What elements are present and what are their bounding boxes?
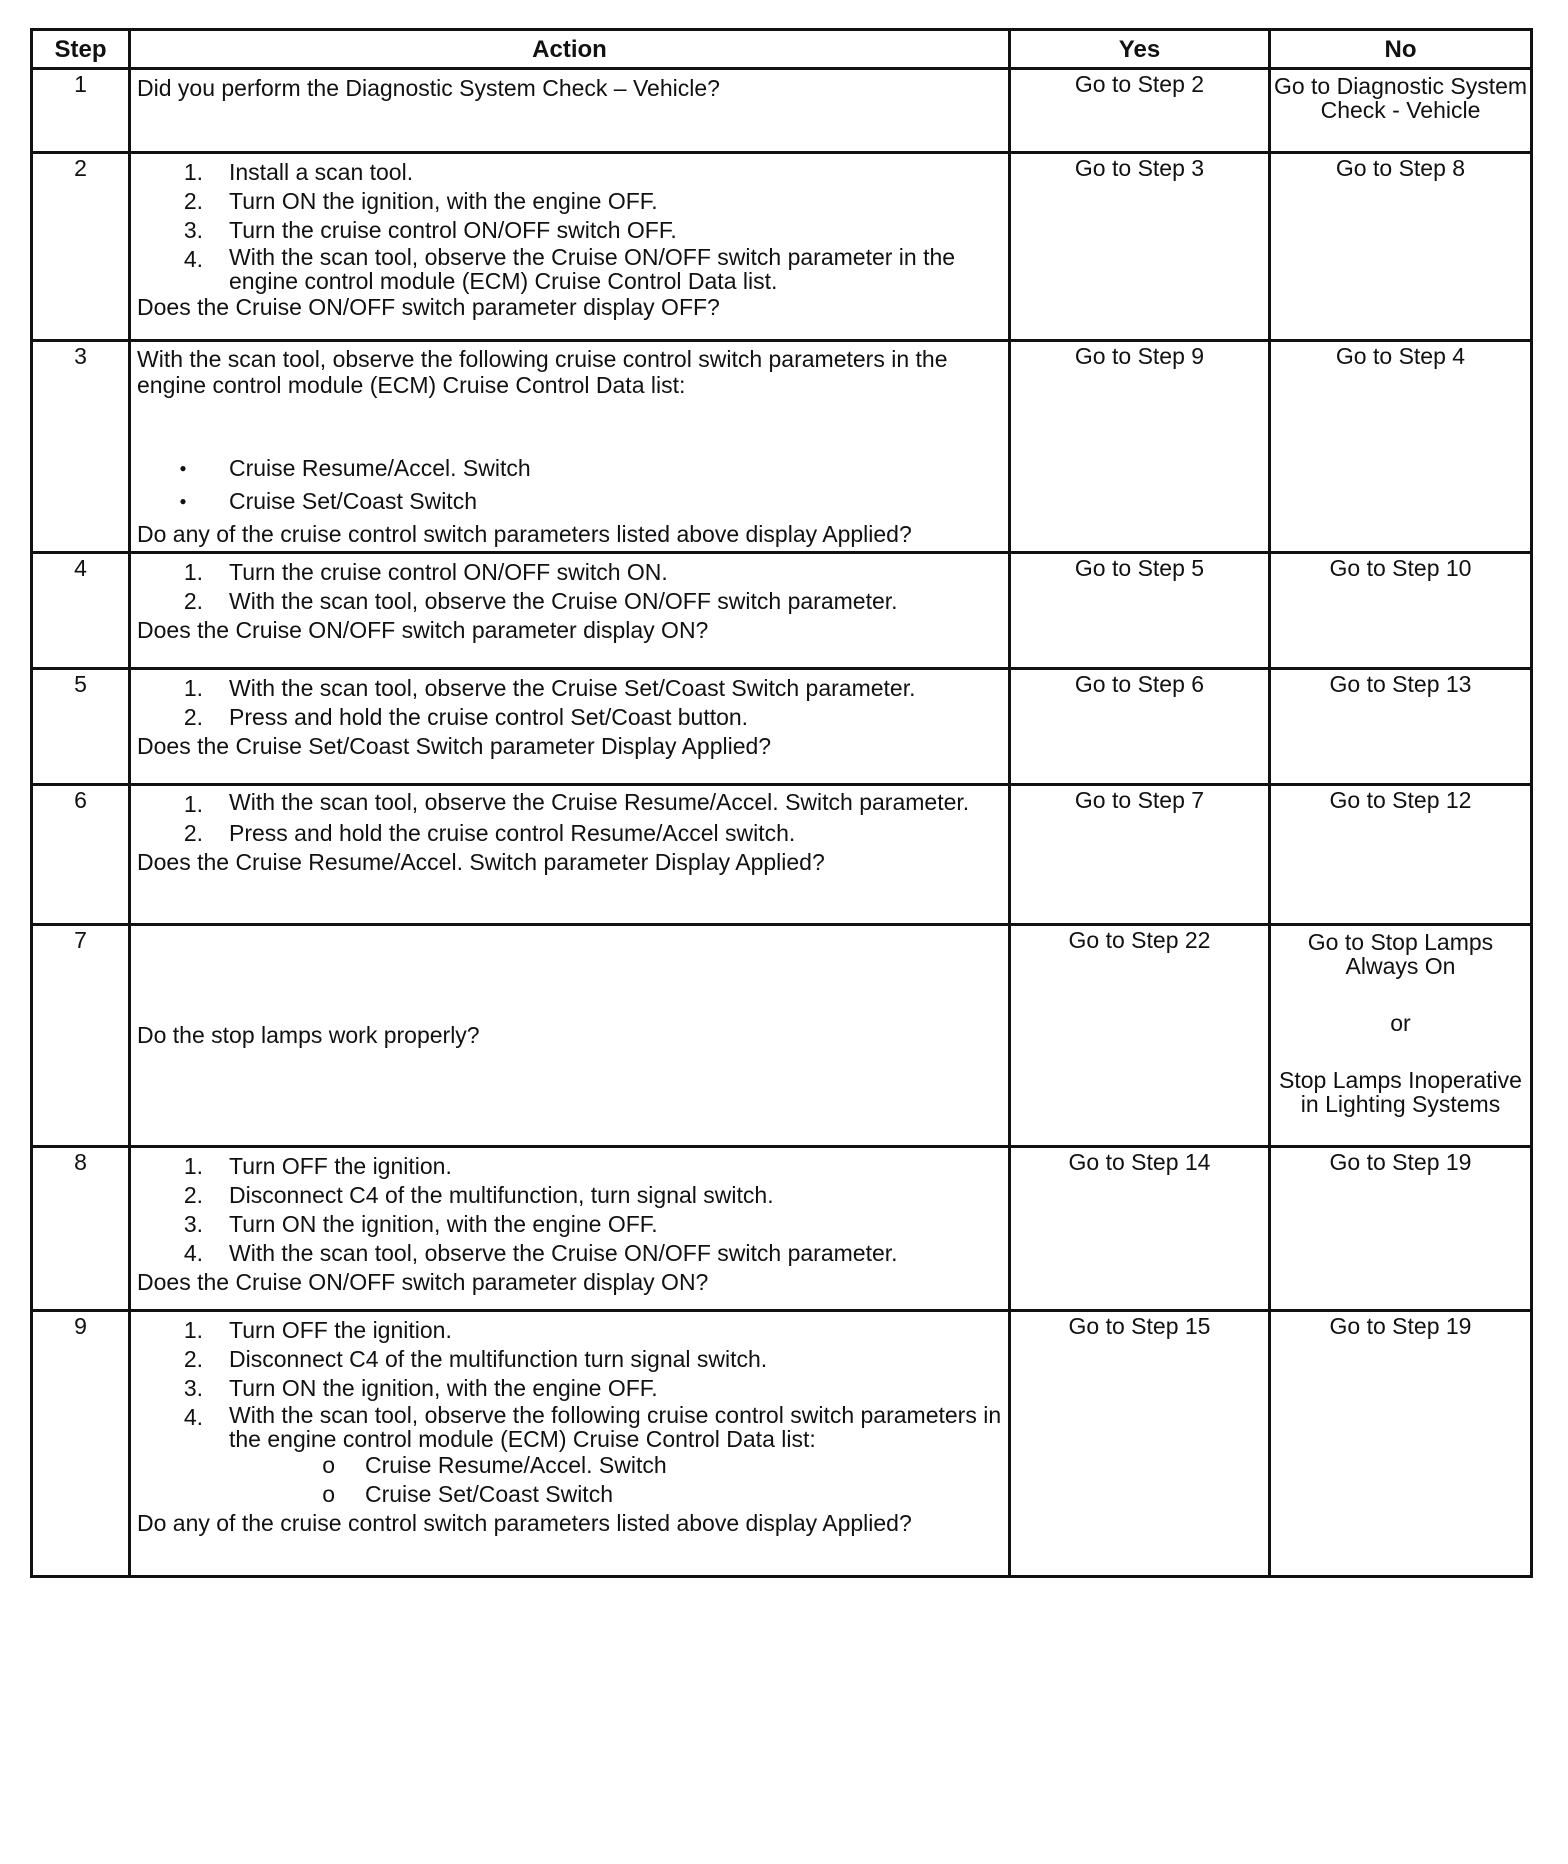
table-row [32, 153, 1532, 341]
action-cell [130, 153, 1010, 341]
table-row [32, 69, 1532, 153]
table-row [32, 1147, 1532, 1311]
list-item: 4. With the scan tool, observe the Cruise ON/OFF switch parameter. [183, 1240, 898, 1266]
question-text: Does the Cruise Resume/Accel. Switch parameter Display Applied? [137, 849, 825, 875]
action-cell [130, 669, 1010, 785]
header-yes: Yes [1010, 30, 1270, 69]
list-item: o Cruise Resume/Accel. Switch [137, 1451, 1002, 1480]
list-item: 3. Turn ON the ignition, with the engine OFF. [183, 1211, 658, 1237]
list-item: 2. Disconnect C4 of the multifunction turn signal switch. [183, 1346, 768, 1372]
step-number: 9 [32, 1311, 130, 1577]
table-row [32, 1311, 1532, 1577]
action-cell [130, 925, 1010, 1147]
action-cell [130, 785, 1010, 925]
list-item: 1. With the scan tool, observe the Cruise Set/Coast Switch parameter. [183, 675, 916, 701]
no-cell: Go to Step 4 [1270, 341, 1532, 553]
header-row [32, 30, 1532, 69]
table-row [32, 341, 1532, 553]
no-option-b: Stop Lamps Inoperative in Lighting Systems [1279, 1067, 1522, 1117]
step-number: 6 [32, 785, 130, 925]
list-item: 3. Turn ON the ignition, with the engine OFF. [183, 1375, 658, 1401]
no-cell: Go to Step 19 [1270, 1311, 1532, 1577]
list-item: 1. Turn the cruise control ON/OFF switch ON. [183, 559, 668, 585]
no-cell: Go to Diagnostic System Check - Vehicle [1270, 69, 1532, 153]
action-cell [130, 69, 1010, 153]
numbered-list [137, 558, 1002, 616]
question-text: Does the Cruise Set/Coast Switch parameter Display Applied? [137, 733, 772, 759]
question-text: Do any of the cruise control switch parameters listed above display Applied? [137, 521, 912, 547]
step-number: 2 [32, 153, 130, 341]
no-cell: Go to Step 8 [1270, 153, 1532, 341]
list-item: 1. Install a scan tool. [183, 159, 414, 185]
list-item: ● Cruise Set/Coast Switch [137, 487, 1002, 516]
bullet-icon: ● [179, 461, 187, 475]
yes-cell: Go to Step 6 [1010, 669, 1270, 785]
list-item: 1. With the scan tool, observe the Cruise Resume/Accel. Switch parameter. [183, 789, 970, 817]
table-row [32, 553, 1532, 669]
yes-cell: Go to Step 15 [1010, 1311, 1270, 1577]
list-item: 2. Press and hold the cruise control Resume/Accel switch. [183, 820, 796, 846]
yes-cell: Go to Step 2 [1010, 69, 1270, 153]
no-cell: Go to Step 10 [1270, 553, 1532, 669]
step-number: 4 [32, 553, 130, 669]
question-text: Do the stop lamps work properly? [137, 1022, 480, 1048]
no-cell [1270, 925, 1532, 1147]
yes-cell: Go to Step 3 [1010, 153, 1270, 341]
step-number: 5 [32, 669, 130, 785]
list-item: 2. With the scan tool, observe the Cruise ON/OFF switch parameter. [183, 588, 898, 614]
yes-cell: Go to Step 14 [1010, 1147, 1270, 1311]
no-or: or [1390, 1010, 1411, 1036]
action-cell [130, 553, 1010, 669]
action-cell [130, 341, 1010, 553]
list-item: 4. With the scan tool, observe the following cruise control switch parameters in the engine control module (ECM) Cruise Control Data list: [183, 1402, 1002, 1452]
bullet-icon: ● [179, 494, 187, 508]
action-cell [130, 1311, 1010, 1577]
table-row [32, 669, 1532, 785]
question-text: Does the Cruise ON/OFF switch parameter display OFF? [137, 294, 720, 320]
no-cell: Go to Step 13 [1270, 669, 1532, 785]
no-cell: Go to Step 19 [1270, 1147, 1532, 1311]
step-number: 8 [32, 1147, 130, 1311]
numbered-list [137, 674, 1002, 732]
table-row [32, 925, 1532, 1147]
action-text: Did you perform the Diagnostic System Check – Vehicle? [137, 75, 720, 101]
header-action: Action [130, 30, 1010, 69]
circle-bullet-icon: o [322, 1452, 335, 1478]
header-no: No [1270, 30, 1532, 69]
action-text: With the scan tool, observe the following cruise control switch parameters in the engine control module (ECM) Cruise Control Data list: [137, 346, 948, 398]
action-cell [130, 1147, 1010, 1311]
step-number: 3 [32, 341, 130, 553]
no-option-a: Go to Stop Lamps Always On [1307, 929, 1494, 979]
header-step: Step [32, 30, 130, 69]
question-text: Do any of the cruise control switch parameters listed above display Applied? [137, 1510, 912, 1536]
step-number: 1 [32, 69, 130, 153]
list-item: 1. Turn OFF the ignition. [183, 1317, 452, 1343]
list-item: 2. Turn ON the ignition, with the engine OFF. [183, 188, 658, 214]
list-item: o Cruise Set/Coast Switch [137, 1480, 1002, 1509]
question-text: Does the Cruise ON/OFF switch parameter display ON? [137, 1269, 709, 1295]
list-item: 2. Disconnect C4 of the multifunction, turn signal switch. [183, 1182, 774, 1208]
numbered-list [137, 158, 1002, 293]
no-cell: Go to Step 12 [1270, 785, 1532, 925]
bullet-list [137, 454, 1002, 520]
question-text: Does the Cruise ON/OFF switch parameter display ON? [137, 617, 709, 643]
diagnostic-table [30, 28, 1533, 1578]
numbered-list [137, 1316, 1002, 1451]
circle-bullet-icon: o [322, 1481, 335, 1507]
list-item: ● Cruise Resume/Accel. Switch [137, 454, 1002, 483]
yes-cell: Go to Step 7 [1010, 785, 1270, 925]
list-item: 1. Turn OFF the ignition. [183, 1153, 452, 1179]
list-item: 2. Press and hold the cruise control Set/Coast button. [183, 704, 749, 730]
yes-cell: Go to Step 22 [1010, 925, 1270, 1147]
step-number: 7 [32, 925, 130, 1147]
numbered-list [137, 790, 1002, 848]
yes-cell: Go to Step 9 [1010, 341, 1270, 553]
sub-bullet-list [137, 1451, 1002, 1509]
numbered-list [137, 1152, 1002, 1268]
table-row [32, 785, 1532, 925]
list-item: 4. With the scan tool, observe the Cruise ON/OFF switch parameter in the engine control module (ECM) Cruise Control Data list. [183, 244, 956, 294]
yes-cell: Go to Step 5 [1010, 553, 1270, 669]
list-item: 3. Turn the cruise control ON/OFF switch OFF. [183, 217, 677, 243]
